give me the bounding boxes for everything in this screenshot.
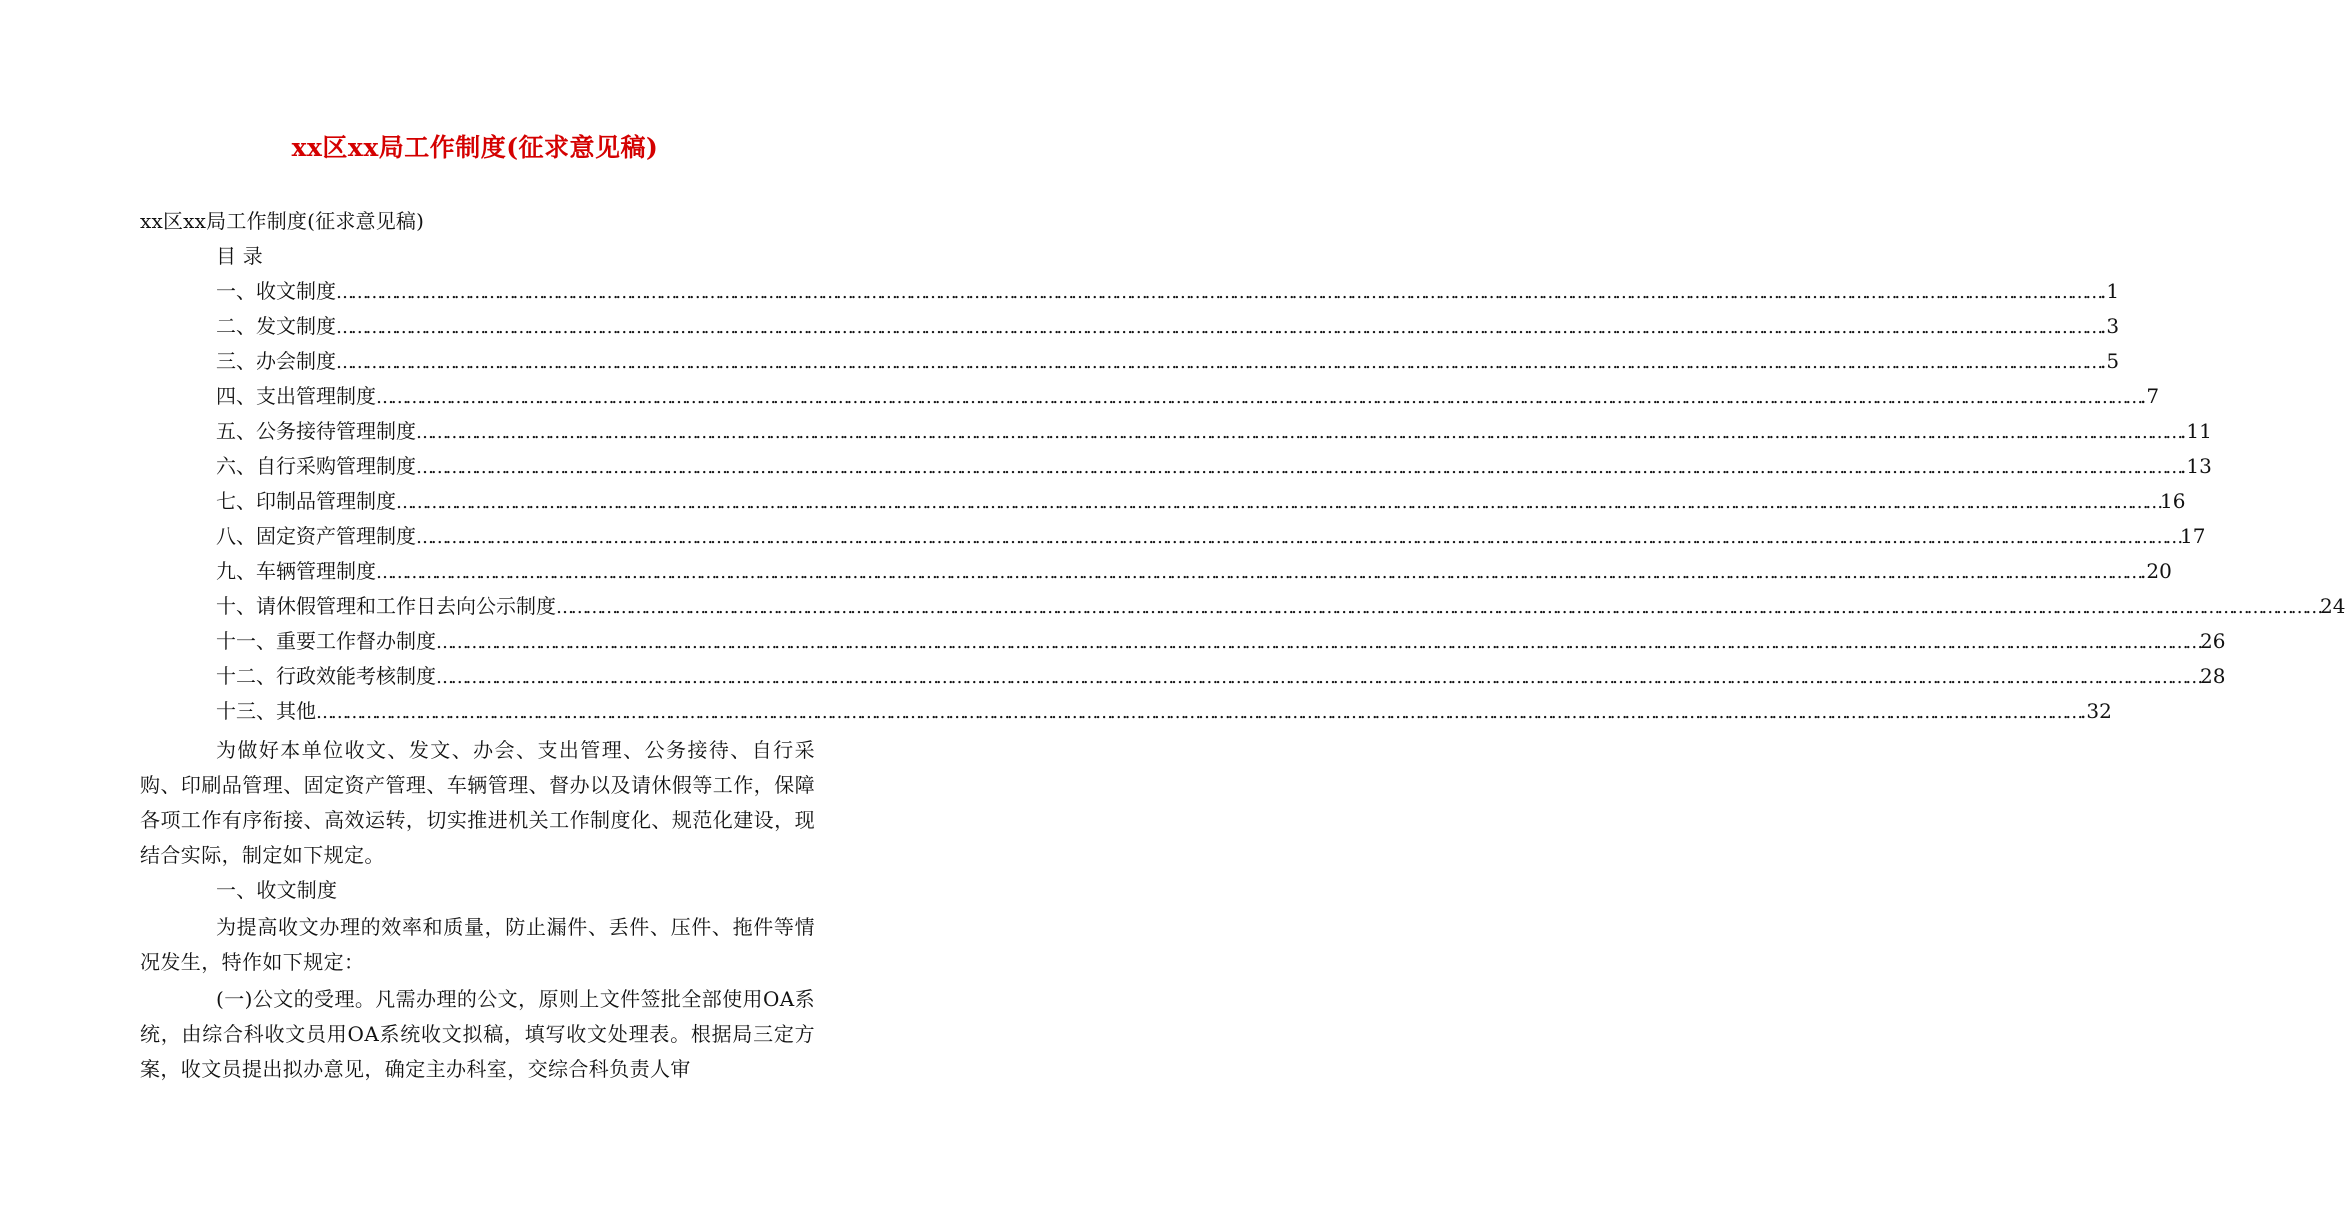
section-heading: 一、收文制度 [216,878,338,902]
toc-page-number: .13 [2180,454,2212,478]
toc-label: 九、车辆管理制度 [216,559,376,583]
toc-row [216,697,2112,725]
toc-heading: 目 录 [216,244,263,268]
section-item-paragraph: (一)公文的受理。凡需办理的公文，原则上文件签批全部使用OA系统，由综合科收文员用OA系统收文拟稿，填写收文处理表。根据局三定方案，收文员提出拟办意见，确定主办科室，交综合科负责人审 [140,987,815,1081]
toc-label: 十、请休假管理和工作日去向公示制度 [216,594,556,618]
toc-label: 一、收文制度 [216,279,336,303]
toc-row [216,522,2206,550]
toc-page-number: 17 [2180,524,2206,548]
toc-dot-leader: ……………………………………………………………………………………………………………………………………………………………………………………………………………………………………………………………………………………………………………………………… [416,422,2181,443]
toc-dot-leader: ……………………………………………………………………………………………………………………………………………………………………………………………………………………………………………………………………………………………………………………………… [436,632,2201,653]
toc-row [216,592,2345,620]
toc-label: 七、印制品管理制度 [216,489,396,513]
toc-dot-leader: ……………………………………………………………………………………………………………………………………………………………………………………………………………………………………………………………………………………………………………………………… [336,282,2101,303]
toc-page-number: .11 [2180,419,2212,443]
toc-row [216,627,2226,655]
toc-label: 五、公务接待管理制度 [216,419,416,443]
toc-dot-leader: ……………………………………………………………………………………………………………………………………………………………………………………………………………………………………………………………………………………………………………………………… [376,562,2141,583]
toc-label: 三、办会制度 [216,349,336,373]
toc-page-number: .3 [2100,314,2120,338]
toc-label: 十一、重要工作督办制度 [216,629,436,653]
toc-page-number: 28 [2200,664,2226,688]
toc-label: 四、支出管理制度 [216,384,376,408]
toc-row [216,487,2186,515]
toc-row [216,312,2120,340]
toc-dot-leader: ……………………………………………………………………………………………………………………………………………………………………………………………………………………………………………………………………………………………………………………………… [376,387,2141,408]
toc-row [216,347,2120,375]
document-subtitle: xx区xx局工作制度(征求意见稿) [140,209,425,233]
toc-label: 八、固定资产管理制度 [216,524,416,548]
toc-label: 六、自行采购管理制度 [216,454,416,478]
section-paragraph: 为提高收文办理的效率和质量，防止漏件、丢件、压件、拖件等情况发生，特作如下规定： [140,915,815,974]
intro-paragraph: 为做好本单位收文、发文、办会、支出管理、公务接待、自行采购、印刷品管理、固定资产管理、车辆管理、督办以及请休假等工作，保障各项工作有序衔接、高效运转，切实推进机关工作制度化、规范化建设，现结合实际，制定如下规定。 [140,738,815,867]
toc-dot-leader: ……………………………………………………………………………………………………………………………………………………………………………………………………………………………………………………………………………………………………………………………… [336,317,2101,338]
toc-label: 十二、行政效能考核制度 [216,664,436,688]
toc-page-number: .7 [2140,384,2160,408]
toc-page-number: 16 [2160,489,2186,513]
toc-page-number: .20 [2140,559,2172,583]
toc-row [216,662,2226,690]
toc-dot-leader: ……………………………………………………………………………………………………………………………………………………………………………………………………………………………………………………………………………………………………………………………… [436,667,2201,688]
toc-dot-leader: ……………………………………………………………………………………………………………………………………………………………………………………………………………………………………………………………………………………………………………………………… [316,702,2081,723]
toc-dot-leader: ……………………………………………………………………………………………………………………………………………………………………………………………………………………………………………………………………………………………………………………………… [336,352,2101,373]
toc-dot-leader: ……………………………………………………………………………………………………………………………………………………………………………………………………………………………………………………………………………………………………………………………… [556,597,2321,618]
toc-page-number: .1 [2100,279,2120,303]
toc-row [216,382,2160,410]
toc-dot-leader: ……………………………………………………………………………………………………………………………………………………………………………………………………………………………………………………………………………………………………………………………… [396,492,2161,513]
toc-page-number: .32 [2080,699,2112,723]
toc-label: 十三、其他 [216,699,316,723]
toc-row [216,557,2172,585]
toc-dot-leader: ……………………………………………………………………………………………………………………………………………………………………………………………………………………………………………………………………………………………………………………………… [416,527,2181,548]
document-title: xx区xx局工作制度(征求意见稿) [291,133,659,162]
toc-row [216,277,2120,305]
toc-page-number: .5 [2100,349,2120,373]
toc-page-number: 24 [2320,594,2345,618]
toc-page-number: 26 [2200,629,2226,653]
toc-label: 二、发文制度 [216,314,336,338]
toc-row [216,452,2212,480]
toc-row [216,417,2212,445]
toc-dot-leader: ……………………………………………………………………………………………………………………………………………………………………………………………………………………………………………………………………………………………………………………………… [416,457,2181,478]
